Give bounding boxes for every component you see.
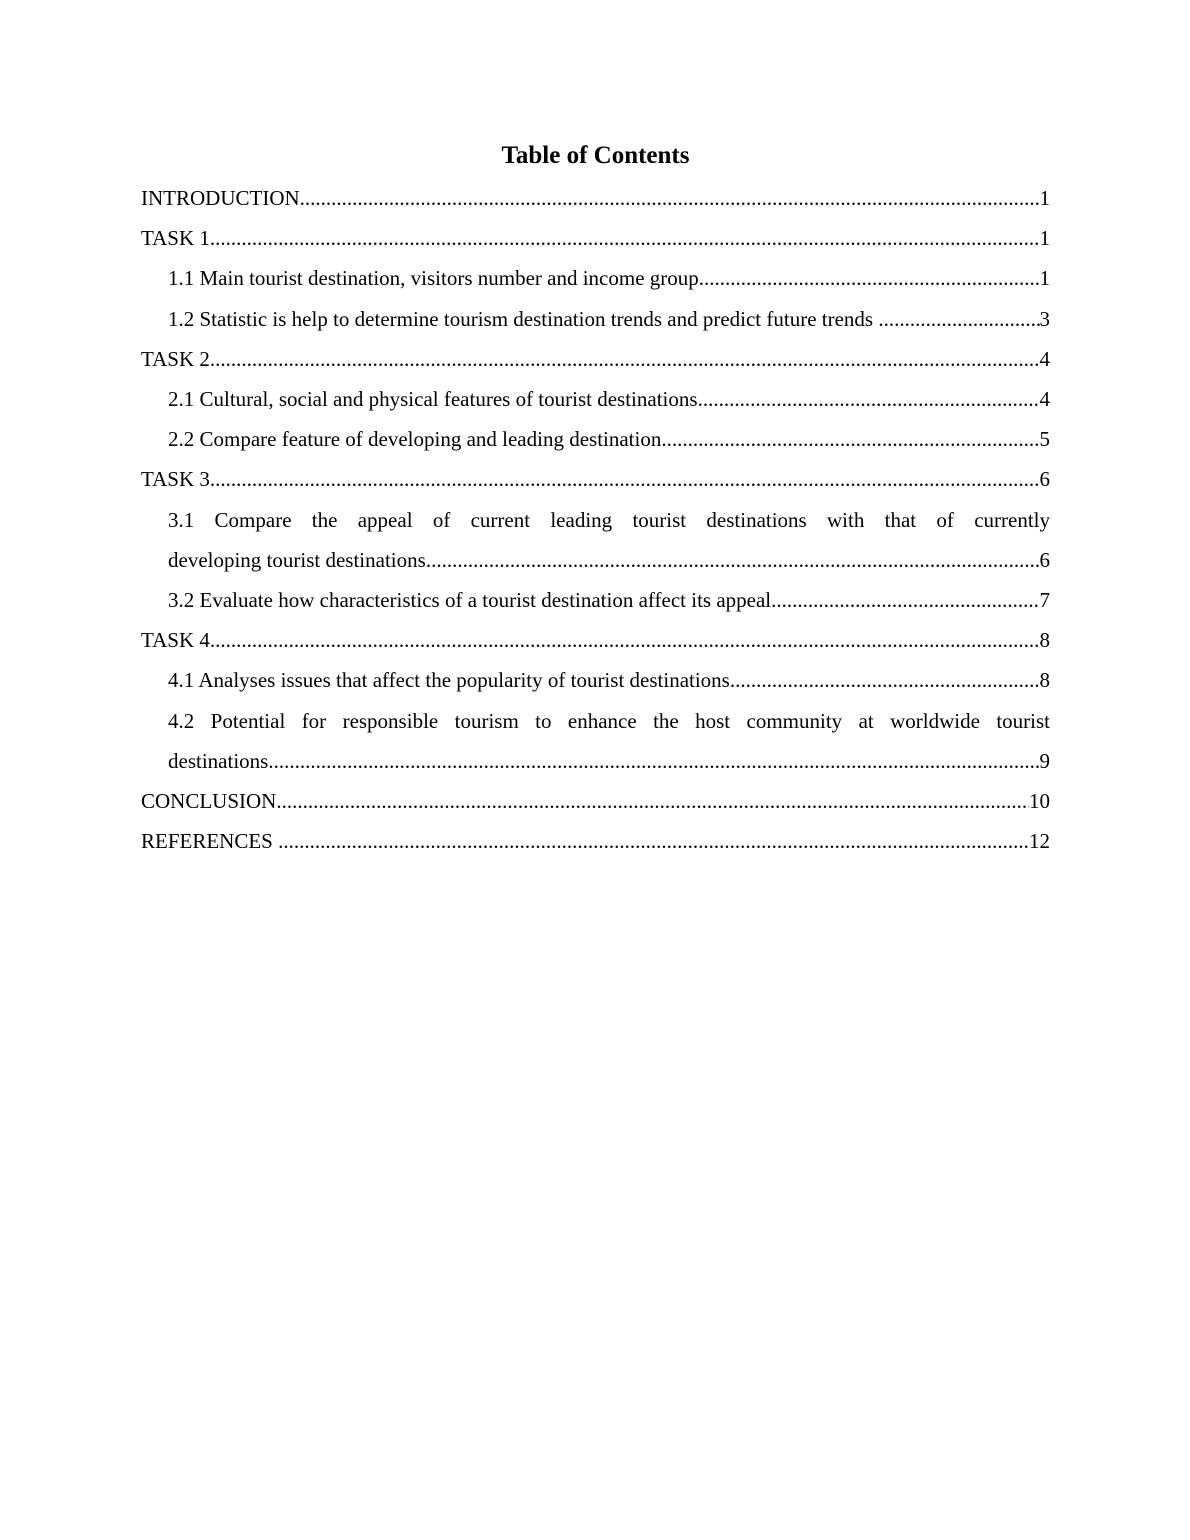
toc-entry-label: 2.1 Cultural, social and physical features of tourist destinations xyxy=(168,387,698,412)
toc-entry-task-2[interactable] xyxy=(141,339,1050,379)
dot-leader xyxy=(210,459,1040,499)
toc-entry-label: TASK 2 xyxy=(141,346,210,371)
table-of-contents xyxy=(141,138,1050,861)
toc-page-number: 1 xyxy=(1039,226,1050,251)
dot-leader xyxy=(426,540,1040,580)
toc-entry-label: CONCLUSION xyxy=(141,789,277,814)
dot-leader xyxy=(268,741,1039,781)
toc-page-number: 1 xyxy=(1039,186,1050,210)
toc-page-number: 5 xyxy=(1039,427,1050,452)
toc-entry-label-line-1: 3.1 Compare the appeal of current leading tourist destinations with that of currently xyxy=(168,507,1050,532)
toc-page-number: 8 xyxy=(1039,668,1050,693)
toc-entry-3-2[interactable] xyxy=(168,580,1050,620)
toc-entry-task-4[interactable] xyxy=(141,620,1050,660)
dot-leader xyxy=(699,258,1040,298)
toc-entry-label: 4.1 Analyses issues that affect the popularity of tourist destinations xyxy=(168,668,730,693)
toc-entry-label-line-2: developing tourist destinations xyxy=(168,547,426,572)
dot-leader xyxy=(300,178,1040,218)
toc-entry-introduction[interactable] xyxy=(141,178,1050,218)
toc-entry-1-1[interactable] xyxy=(168,258,1050,298)
toc-entry-2-2[interactable] xyxy=(168,419,1050,459)
dot-leader xyxy=(278,821,1029,861)
toc-entry-label: INTRODUCTION xyxy=(141,186,300,210)
toc-entry-2-1[interactable] xyxy=(168,379,1050,419)
dot-leader xyxy=(730,660,1040,700)
toc-page-number: 9 xyxy=(1039,748,1050,773)
toc-heading: Table of Contents xyxy=(501,142,690,169)
toc-entry-1-2[interactable] xyxy=(168,299,1050,339)
toc-entry-references[interactable] xyxy=(141,821,1050,861)
toc-entry-label: 1.1 Main tourist destination, visitors number and income group xyxy=(168,266,699,291)
toc-entry-task-3[interactable] xyxy=(141,459,1050,499)
toc-entry-4-2[interactable] xyxy=(168,701,1050,781)
toc-page-number: 4 xyxy=(1039,387,1050,412)
dot-leader xyxy=(661,419,1039,459)
toc-page-number: 8 xyxy=(1039,628,1050,653)
dot-leader xyxy=(771,580,1039,620)
toc-entry-label: TASK 1 xyxy=(141,226,210,251)
dot-leader xyxy=(698,379,1040,419)
toc-page-number: 12 xyxy=(1029,829,1050,854)
toc-entry-label-line-1: 4.2 Potential for responsible tourism to enhance the host community at worldwide tourist xyxy=(168,708,1050,733)
toc-entry-3-1[interactable] xyxy=(168,500,1050,580)
toc-entry-4-1[interactable] xyxy=(168,660,1050,700)
dot-leader xyxy=(210,620,1040,660)
toc-entry-label: REFERENCES xyxy=(141,829,279,854)
toc-entry-task-1[interactable] xyxy=(141,218,1050,258)
toc-page-number: 6 xyxy=(1039,547,1050,572)
toc-page-number: 3 xyxy=(1039,306,1050,331)
toc-entry-conclusion[interactable] xyxy=(141,781,1050,821)
toc-entry-label: 2.2 Compare feature of developing and leading destination xyxy=(168,427,662,452)
toc-page-number: 1 xyxy=(1039,266,1050,291)
toc-entry-label: TASK 4 xyxy=(141,628,210,653)
toc-entry-label-line-2: destinations xyxy=(168,748,269,773)
dot-leader xyxy=(210,218,1040,258)
toc-page-number: 10 xyxy=(1029,789,1050,814)
dot-leader xyxy=(878,299,1039,339)
toc-entry-label: 3.2 Evaluate how characteristics of a tourist destination affect its appeal xyxy=(168,588,772,613)
toc-page-number: 6 xyxy=(1039,467,1050,492)
dot-leader xyxy=(210,339,1040,379)
toc-entry-list xyxy=(141,178,1050,861)
toc-entry-label: TASK 3 xyxy=(141,467,210,492)
dot-leader xyxy=(276,781,1029,821)
toc-page-number: 4 xyxy=(1039,346,1050,371)
toc-entry-label: 1.2 Statistic is help to determine tourism destination trends and predict future trends xyxy=(168,306,879,331)
toc-page-number: 7 xyxy=(1039,588,1050,613)
